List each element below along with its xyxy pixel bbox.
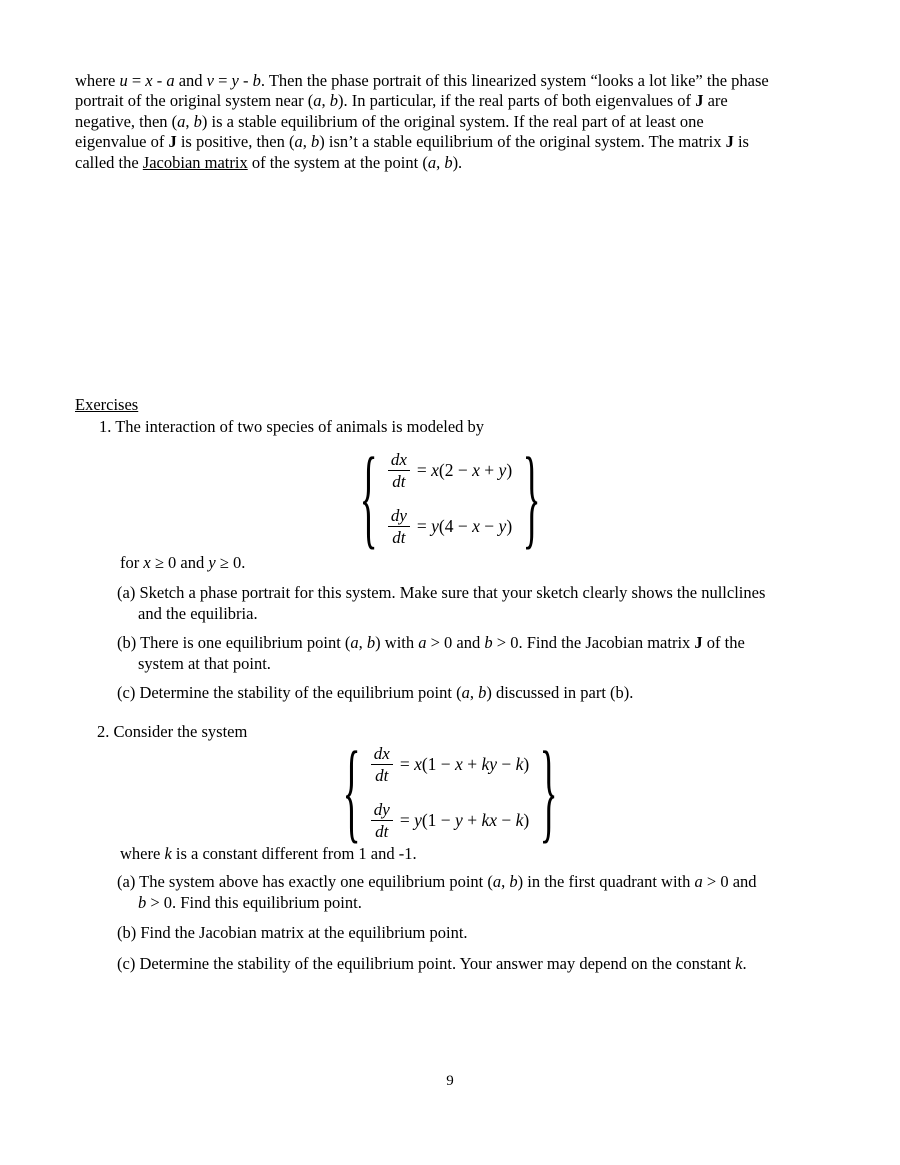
part-line: (c) Determine the stability of the equilibrium point. Your answer may depend on the constant k. — [117, 953, 747, 973]
paragraph-line: eigenvalue of J is positive, then (a, b) isn’t a stable equilibrium of the original system. The matrix J is — [75, 132, 749, 152]
part-line: system at that point. — [138, 653, 271, 673]
fraction-numerator: dx — [371, 744, 393, 765]
fraction-denominator: dt — [375, 822, 389, 841]
part-line: (b) There is one equilibrium point (a, b) with a > 0 and b > 0. Find the Jacobian matrix J of the — [117, 633, 745, 652]
fraction-numerator: dy — [388, 506, 410, 527]
equation-rhs: = x(1 − x + ky − k) — [399, 754, 530, 774]
equation-dy-dt — [371, 800, 529, 841]
intro-paragraph — [75, 71, 855, 173]
fraction-denominator: dt — [392, 528, 406, 547]
equation-rhs: = y(4 − x − y) — [416, 516, 513, 536]
paragraph-line: where u = x - a and v = y - b. Then the phase portrait of this linearized system “looks a lot like” the phase — [75, 71, 769, 90]
equation-rhs: = x(2 − x + y) — [416, 460, 513, 480]
part-line: (c) Determine the stability of the equilibrium point (a, b) discussed in part (b). — [117, 683, 634, 702]
equation-dx-dt — [371, 744, 529, 785]
exercise-2-part-b — [117, 923, 857, 944]
part-line: (a) Sketch a phase portrait for this system. Make sure that your sketch clearly shows the nullclines — [117, 583, 766, 602]
right-brace: } — [539, 728, 558, 854]
exercise-1-part-b — [117, 633, 857, 674]
page-number: 9 — [446, 1073, 454, 1089]
paragraph-line: negative, then (a, b) is a stable equilibrium of the original system. If the real part of at least one — [75, 111, 704, 131]
exercise-1-part-a — [117, 583, 857, 624]
equation-system-1 — [0, 434, 900, 560]
part-line: (a) The system above has exactly one equilibrium point (a, b) in the first quadrant with a > 0 and — [117, 872, 757, 891]
exercise-2-note: where k is a constant different from 1 and -1. — [120, 844, 417, 863]
left-brace: { — [342, 728, 361, 854]
right-brace: } — [522, 434, 541, 560]
equation-dx-dt — [388, 450, 512, 491]
exercises-heading: Exercises — [75, 395, 139, 414]
fraction-dy-dt — [388, 506, 410, 547]
exercise-2-part-a — [117, 872, 857, 913]
exercise-1-part-c — [117, 683, 857, 704]
fraction-denominator: dt — [392, 472, 406, 491]
part-line: and the equilibria. — [138, 603, 258, 623]
part-line: (b) Find the Jacobian matrix at the equilibrium point. — [117, 923, 468, 942]
exercise-1-title: 1. The interaction of two species of animals is modeled by — [99, 417, 485, 436]
fraction-numerator: dx — [388, 450, 410, 471]
exercise-2-part-c — [117, 954, 857, 975]
paragraph-line: portrait of the original system near (a, b). In particular, if the real parts of both eigenvalues of J are — [75, 91, 728, 111]
part-line: b > 0. Find this equilibrium point. — [138, 892, 362, 912]
fraction-dy-dt — [371, 800, 393, 841]
exercise-1-domain: for x ≥ 0 and y ≥ 0. — [120, 553, 246, 572]
equation-rhs: = y(1 − y + kx − k) — [399, 810, 530, 830]
fraction-dx-dt — [371, 744, 393, 785]
fraction-dx-dt — [388, 450, 410, 491]
left-brace: { — [359, 434, 378, 560]
equation-dy-dt — [388, 506, 512, 547]
fraction-denominator: dt — [375, 766, 389, 785]
exercise-1-parts — [117, 583, 857, 713]
paragraph-line: called the Jacobian matrix of the system at the point (a, b). — [75, 152, 463, 172]
exercise-2-title: 2. Consider the system — [97, 722, 248, 741]
fraction-numerator: dy — [371, 800, 393, 821]
exercise-2-parts — [117, 872, 857, 984]
